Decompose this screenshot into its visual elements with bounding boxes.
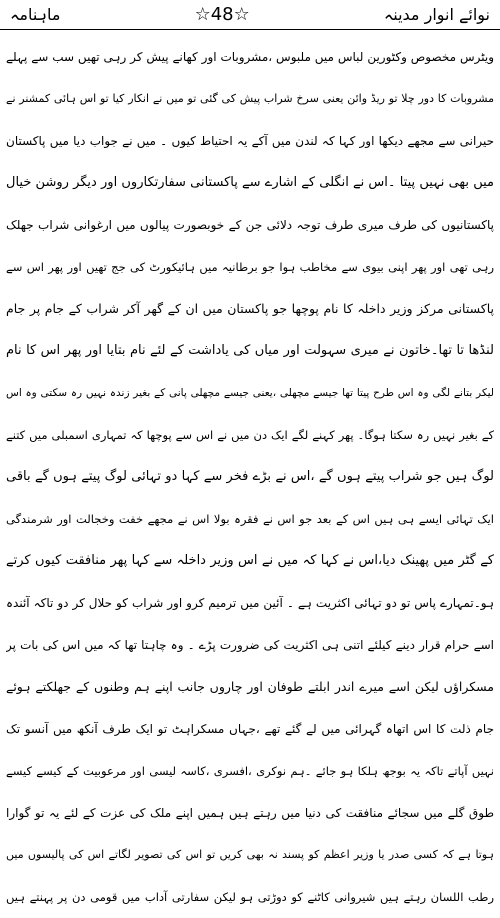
magazine-label: ماہنامہ: [10, 4, 61, 24]
text-line: ہوتا ہے کہ کسی صدر یا وزیر اعظم کو پسند نہ بھی کریں تو اس کی تصویر لگاتے اس کی پالیسوں میں: [6, 848, 494, 861]
article-body: [0, 30, 500, 918]
text-line: مسکراؤں لیکن اسے میرے اندر ابلتے طوفان اور چاروں جانب اپنے ہم وطنوں کے جھلکتے ہوئے: [6, 679, 494, 694]
text-line: لوگ ہیں جو شراب پیتے ہوں گے ،اس نے بڑے فخر سے کہا دو تہائی لوگ پیتے ہوں گے باقی: [6, 469, 494, 484]
text-line: کے بغیر نہیں رہ سکتا ہوگا۔ پھر کہنے لگے ایک دن میں نے اس سے پوچھا کہ تمہاری اسمبلی میں کتنے: [6, 428, 494, 442]
text-line: میں بھی نہیں پیتا ۔اس نے انگلی کے اشارے سے پاکستانی سفارتکاروں اور دیگر روشن خیال: [6, 175, 494, 190]
text-line: لنڈھا تا تھا۔خاتون نے میری سہولت اور میاں کی یاداشت کے لئے نام بتایا اور پھر اس کا نام: [6, 343, 494, 358]
text-line: حیرانی سے مجھے دیکھا اور کہا کہ لندن میں آکے یہ احتیاط کیوں ۔ میں نے جواب دیا میں پاکستان: [6, 134, 494, 148]
page-header: [0, 0, 500, 30]
text-line: لیکر بتانے لگی وہ اس طرح پیتا تھا جیسے مچھلی ،یعنی جیسے مچھلی پانی کے بغیر زندہ نہیں رہ سکتی وہ اس: [6, 387, 494, 399]
text-line: ایک تہائی ایسے ہی ہیں اس کے بعد جو اس نے فقرہ بولا اس نے مجھے خفت وخجالت اور شرمندگی: [6, 512, 494, 526]
text-line: ویٹرس مخصوص وکٹورین لباس میں ملبوس ،مشروبات اور کھانے پیش کر رہی تھیں سب سے پہلے: [6, 50, 494, 64]
text-line: پاکستانی مرکز وزیر داخلہ کا نام پوچھا جو پاکستان میں ان کے گھر آکر شراب کے جام پر جام: [6, 301, 494, 316]
text-line: کے گٹر میں پھینک دیا،اس نے کہا کہ میں نے اس وزیر داخلہ سے کہا پھر منافقت کیوں کرتے: [6, 553, 494, 568]
text-line: نہیں آپاتے تاکہ یہ بوجھ ہلکا ہو جائے ۔ہم نوکری ،افسری ،کاسہ لیسی اور مرعوبیت کے کیسے کیسے: [6, 764, 494, 778]
text-line: جام ذلت کا اس اتھاہ گہرائی میں لے گئے تھے ،جہاں مسکراہٹ تو ایک طرف آنکھ میں آنسو تک: [6, 722, 494, 736]
page-number: ☆48☆: [194, 3, 250, 25]
text-line: مشروبات کا دور چلا تو ریڈ وائن یعنی سرخ شراب پیش کی گئی تو میں نے انکار کیا تو اس ہائی کمشنر نے: [6, 92, 494, 105]
text-line: ہو۔تمہارے پاس تو دو تہائی اکثریت ہے ۔ آئین میں ترمیم کرو اور شراب کو حلال کر دو تاکہ آئندہ: [6, 596, 494, 610]
magazine-title: نوائے انوار مدینہ: [383, 4, 490, 24]
text-line: پاکستانیوں کی طرف میری طرف توجہ دلائی جن کے خوبصورت پیالوں میں ارغوانی شراب جھلک: [6, 218, 494, 232]
text-line: رہی تھی اور پھر اپنی بیوی سے مخاطب ہوا جو برطانیہ میں ہائیکورٹ کی جج تھیں اور پھر اس سے: [6, 260, 494, 274]
text-line: رطب اللسان رہتے ہیں شیروانی کاٹنے کو دوڑتی ہو لیکن سفارتی آداب میں قومی دن پر پہنتے ہیں: [6, 890, 494, 904]
text-line: اسے حرام قرار دینے کیلئے اتنی ہی اکثریت کی ضرورت پڑے ۔ وہ چاہتا تھا کہ میں اس کی بات پر: [6, 638, 494, 652]
text-line: طوق گلے میں سجائے منافقت کی دنیا میں رہتے ہیں ہمیں اپنے ملک کی عزت کے لئے یہ تو گوارا: [6, 806, 494, 820]
